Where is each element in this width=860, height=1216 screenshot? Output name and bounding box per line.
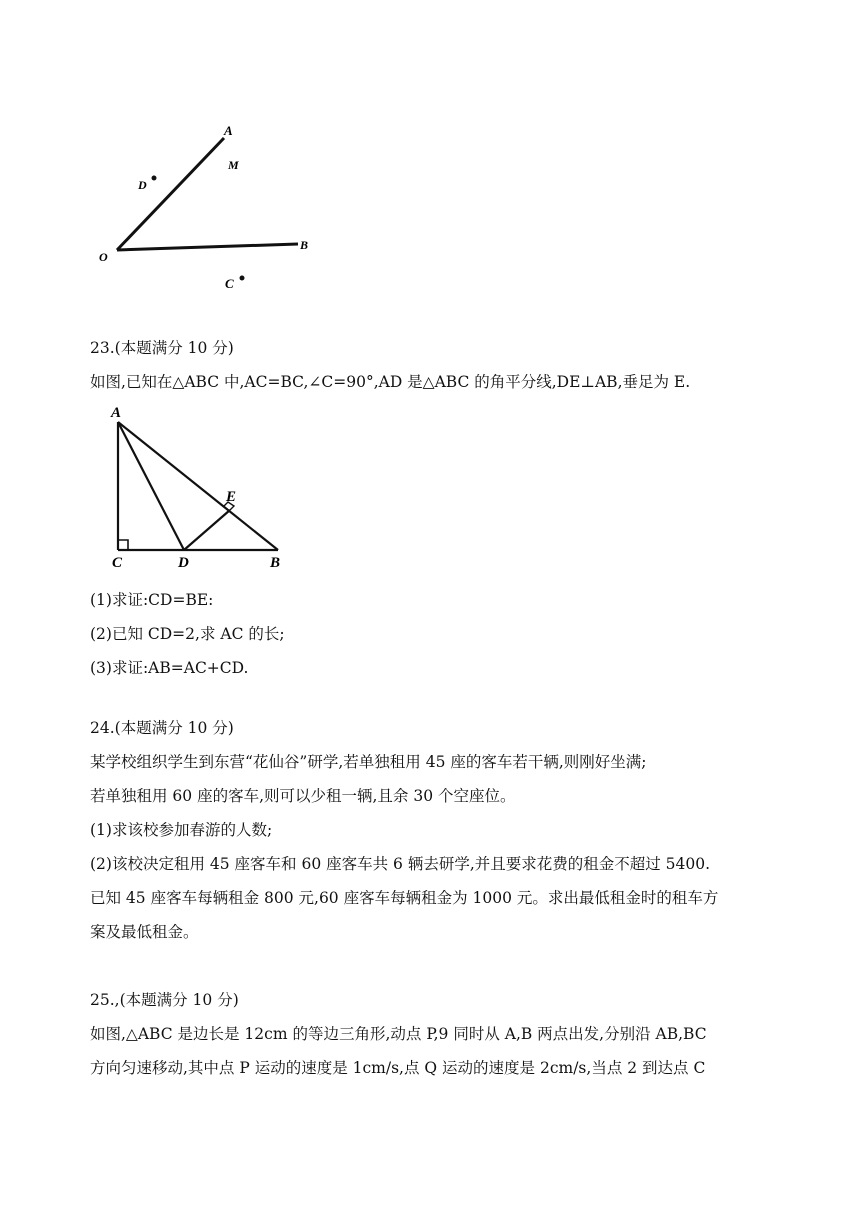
q24-line-5: 已知 45 座客车每辆租金 800 元,60 座客车每辆租金为 1000 元。求出最低租金时的租车方	[90, 889, 719, 907]
right-angle-c	[118, 540, 128, 550]
q23-part-3: (3)求证:AB=AC+CD.	[90, 659, 249, 677]
q24-line-3: (1)求该校参加春游的人数;	[90, 821, 273, 839]
label-b: B	[300, 238, 309, 252]
label-a: A	[111, 405, 122, 421]
label-b: B	[270, 555, 281, 571]
q25-line-2: 方向匀速移动,其中点 P 运动的速度是 1cm/s,点 Q 运动的速度是 2cm/s,当点 2 到达点 C	[90, 1059, 706, 1077]
triangle-figure	[100, 400, 300, 572]
point-c-dot	[240, 276, 245, 281]
ray-ob	[117, 244, 298, 250]
q24-title: 24.(本题满分 10 分)	[90, 719, 234, 737]
q24-line-2: 若单独租用 60 座的客车,则可以少租一辆,且余 30 个空座位。	[90, 787, 516, 805]
label-c: C	[225, 276, 234, 291]
label-d: D	[138, 178, 147, 192]
ray-oa	[117, 138, 224, 250]
q24-line-6: 案及最低租金。	[90, 923, 199, 941]
label-c: C	[112, 555, 123, 571]
side-ab	[118, 422, 278, 550]
point-d-dot	[152, 176, 157, 181]
q23-title: 23.(本题满分 10 分)	[90, 339, 234, 357]
q24-line-1: 某学校组织学生到东营“花仙谷”研学,若单独租用 45 座的客车若干辆,则刚好坐满;	[90, 753, 647, 771]
segment-ad	[118, 422, 184, 550]
q23-part-1: (1)求证:CD=BE:	[90, 591, 214, 609]
q25-title: 25.,(本题满分 10 分)	[90, 991, 239, 1009]
segment-de	[184, 510, 230, 550]
q24-line-4: (2)该校决定租用 45 座客车和 60 座客车共 6 辆去研学,并且要求花费的租金不超过 5400.	[90, 855, 711, 873]
angle-figure	[90, 118, 320, 298]
label-e: E	[226, 489, 237, 505]
q23-stem: 如图,已知在△ABC 中,AC=BC,∠C=90°,AD 是△ABC 的角平分线,DE⊥AB,垂足为 E.	[90, 373, 691, 391]
label-a: A	[224, 123, 233, 138]
q25-line-1: 如图,△ABC 是边长是 12cm 的等边三角形,动点 P,9 同时从 A,B 两点出发,分别沿 AB,BC	[90, 1025, 707, 1043]
label-d: D	[178, 555, 189, 571]
q23-part-2: (2)已知 CD=2,求 AC 的长;	[90, 625, 285, 643]
label-m: M	[228, 158, 239, 172]
label-o: O	[99, 250, 108, 264]
